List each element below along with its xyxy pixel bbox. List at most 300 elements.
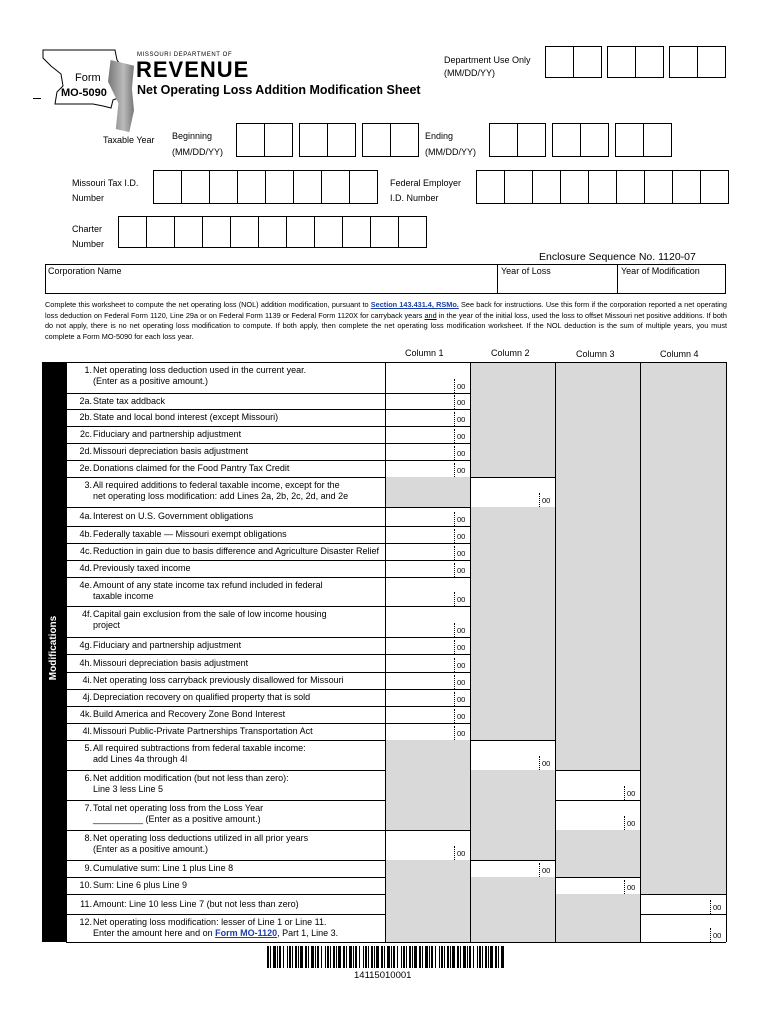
line-9-col2-shaded	[470, 543, 555, 560]
barcode-bar	[283, 946, 284, 968]
fein-label: Federal Employer	[390, 178, 462, 188]
line-11-col4-shaded	[640, 577, 726, 606]
line-1-text: State tax addback	[93, 395, 166, 406]
year-of-modification-label: Year of Modification	[621, 266, 700, 276]
line-24-cents-divider	[624, 880, 625, 894]
line-21-col1-shaded	[385, 800, 470, 830]
barcode-bar	[330, 946, 331, 968]
barcode-bar	[473, 946, 474, 968]
dept-use-label: Department Use Only	[444, 55, 531, 65]
barcode-bar	[457, 946, 459, 968]
barcode-bar	[425, 946, 428, 968]
line-9-cents: 00	[457, 549, 466, 558]
line-24-cents: 00	[627, 883, 636, 892]
line-15-text: Net operating loss carryback previously disallowed for Missouri	[93, 675, 344, 685]
table-col-rule-5	[726, 362, 727, 942]
line-3-number: 2c.	[79, 429, 92, 439]
line-12-cents: 00	[457, 626, 466, 635]
line-19-col1-shaded	[385, 740, 470, 770]
line-8-text: Federally taxable — Missouri exempt obligations	[93, 529, 287, 539]
barcode-bar	[406, 946, 407, 968]
barcode-bar	[384, 946, 385, 968]
barcode-bar	[317, 946, 319, 968]
barcode-bar	[414, 946, 417, 968]
revenue-logo: REVENUE	[136, 57, 250, 82]
line-19-text: All required subtractions from federal taxable income:	[93, 743, 306, 753]
barcode-bar	[338, 946, 341, 968]
line-23-col3-shaded	[555, 860, 640, 877]
line-1-cents-divider	[454, 395, 455, 409]
barcode-bar	[495, 946, 497, 968]
line-4-col3-shaded	[555, 443, 640, 460]
line-13-col4-shaded	[640, 637, 726, 654]
line-16-col2-shaded	[470, 689, 555, 706]
barcode-bar	[273, 946, 276, 968]
barcode-bar	[359, 946, 360, 968]
line-25-text: Amount: Line 10 less Line 7 (but not less than zero)	[93, 898, 299, 909]
line-21-number: 7.	[84, 803, 92, 813]
line-14-cents-divider	[454, 658, 455, 672]
barcode-bar	[376, 946, 379, 968]
line-12-text-pre: Enter the amount here and on	[93, 928, 216, 938]
barcode-bar	[300, 946, 303, 968]
line-23-number: 9.	[84, 863, 92, 873]
line-3-cents: 00	[457, 432, 466, 441]
barcode-bar	[327, 946, 329, 968]
line-21-text: Total net operating loss from the Loss Year	[93, 803, 264, 813]
line-15-number: 4i.	[82, 675, 92, 685]
line-15-cents-divider	[454, 675, 455, 689]
ending-format: (MM/DD/YY)	[425, 147, 476, 157]
barcode-bar	[279, 946, 281, 968]
line-8-cents-divider	[454, 529, 455, 543]
line-23-text: Cumulative sum: Line 1 plus Line 8	[93, 863, 234, 873]
instructions-part1: Complete this worksheet to compute the net operating loss (NOL) addition modification, pursuant to	[45, 300, 371, 309]
line-7-cents: 00	[457, 515, 466, 524]
line-10-cents: 00	[457, 566, 466, 575]
line-18-col3-shaded	[555, 723, 640, 740]
line-13-cents: 00	[457, 643, 466, 652]
barcode-bar	[467, 946, 468, 968]
line-13-number: 4g.	[79, 640, 92, 650]
line-17-cents-divider	[454, 709, 455, 723]
line-18-col4-shaded	[640, 723, 726, 740]
barcode-bar	[393, 946, 395, 968]
line-12-col4-shaded	[640, 606, 726, 637]
line-24-col1-shaded	[385, 877, 470, 894]
line-26-cents: 00	[713, 931, 722, 940]
barcode-bar	[450, 946, 451, 968]
line-26-text: Net operating loss modification: lesser of Line 1 or Line 11.	[93, 917, 327, 927]
line-8-col3-shaded	[555, 526, 640, 543]
barcode-bar	[441, 946, 443, 968]
line-17-text: Build America and Recovery Zone Bond Interest	[93, 709, 286, 719]
line-17-col4-shaded	[640, 706, 726, 723]
line-8-cents: 00	[457, 532, 466, 541]
line-6-col1-shaded	[385, 477, 470, 507]
table-col-rule-3	[555, 362, 556, 942]
line-7-cents-divider	[454, 512, 455, 526]
line-16-col3-shaded	[555, 689, 640, 706]
line-18-cents-divider	[454, 726, 455, 740]
line-8-number: 4b.	[79, 529, 92, 539]
line-19-number: 5.	[84, 743, 92, 753]
line-10-col3-shaded	[555, 560, 640, 577]
line-26-number: 12.	[79, 917, 92, 927]
barcode-bar	[501, 946, 504, 968]
department-line: MISSOURI DEPARTMENT OF	[137, 52, 233, 58]
barcode-bar	[419, 946, 421, 968]
barcode-bar	[397, 946, 398, 968]
line-23-col1-shaded	[385, 860, 470, 877]
barcode-bar	[315, 946, 316, 968]
line-12-text-2: project	[93, 620, 121, 630]
line-22-text: Net operating loss deductions utilized in all prior years	[93, 833, 309, 843]
barcode-bar	[368, 946, 369, 968]
line-7-text: Interest on U.S. Government obligations	[93, 511, 254, 521]
line-3-col3-shaded	[555, 426, 640, 443]
line-9-number: 4c.	[79, 546, 92, 556]
corporation-name-label: Corporation Name	[48, 266, 122, 276]
barcode-bar	[479, 946, 481, 968]
barcode-bar	[387, 946, 390, 968]
line-20-col4-shaded	[640, 770, 726, 800]
line-20-cents: 00	[627, 789, 636, 798]
line-20-number: 6.	[84, 773, 92, 783]
line-7-col3-shaded	[555, 507, 640, 526]
barcode-bar	[355, 946, 357, 968]
table-col-rule-0	[66, 362, 67, 942]
barcode-bar	[308, 946, 309, 968]
line-7-col2-shaded	[470, 507, 555, 526]
barcode-bar	[460, 946, 461, 968]
line-22-cents-divider	[454, 846, 455, 860]
dept-use-format: (MM/DD/YY)	[444, 68, 495, 78]
barcode-bar	[488, 946, 489, 968]
line-20-col1-shaded	[385, 770, 470, 800]
line-13-col2-shaded	[470, 637, 555, 654]
barcode-bar	[311, 946, 314, 968]
line-4-col2-shaded	[470, 443, 555, 460]
barcode-bar	[444, 946, 445, 968]
line-8-col2-shaded	[470, 526, 555, 543]
fein-label-2: I.D. Number	[390, 193, 439, 203]
barcode-bar	[287, 946, 288, 968]
barcode-bar	[336, 946, 337, 968]
barcode-bar	[267, 946, 269, 968]
barcode-bar	[349, 946, 352, 968]
line-24-number: 10.	[79, 880, 92, 890]
line-6-number: 3.	[84, 480, 92, 490]
line-21-text-2: __________ (Enter as a positive amount.)	[93, 814, 261, 824]
line-13-cents-divider	[454, 640, 455, 654]
line-18-number: 4l.	[82, 726, 92, 736]
line-22-col4-shaded	[640, 830, 726, 860]
charter-label-2: Number	[72, 239, 105, 249]
line-6-col4-shaded	[640, 477, 726, 507]
line-23-cents: 00	[542, 866, 551, 875]
line-0-col4-shaded	[640, 362, 726, 393]
line-22-cents: 00	[457, 849, 466, 858]
barcode-bar	[292, 946, 293, 968]
line-11-cents-divider	[454, 592, 455, 606]
line-1-number: 2a.	[79, 395, 92, 406]
barcode-bar	[371, 946, 373, 968]
line-0-cents-divider	[454, 379, 455, 393]
line-17-col2-shaded	[470, 706, 555, 723]
line-13-text: Fiduciary and partnership adjustment	[93, 640, 242, 650]
line-18-text: Missouri Public-Private Partnerships Transportation Act	[93, 726, 313, 736]
line-5-cents-divider	[454, 463, 455, 477]
beginning-label: Beginning	[172, 131, 213, 141]
barcode-bar	[429, 946, 430, 968]
line-1-cents: 00	[457, 398, 466, 407]
barcode-bar	[325, 946, 326, 968]
line-7-col4-shaded	[640, 507, 726, 526]
form-title: Net Operating Loss Addition Modification Sheet	[137, 83, 421, 97]
barcode-bar	[477, 946, 478, 968]
line-2-col3-shaded	[555, 409, 640, 426]
line-9-col3-shaded	[555, 543, 640, 560]
line-18-cents: 00	[457, 729, 466, 738]
line-0-text: Net operating loss deduction used in the current year.	[93, 365, 307, 375]
line-10-cents-divider	[454, 563, 455, 577]
table-col-rule-4	[640, 362, 641, 942]
line-0-cents: 00	[457, 382, 466, 391]
line-9-text: Reduction in gain due to basis difference and Agriculture Disaster Relief	[93, 546, 380, 556]
table-col-rule-2	[470, 362, 471, 942]
line-5-text: Donations claimed for the Food Pantry Tax Credit	[93, 463, 290, 473]
line-14-number: 4h.	[79, 657, 92, 668]
line-8-col4-shaded	[640, 526, 726, 543]
table-top-rule	[66, 362, 726, 363]
barcode-bar	[346, 946, 347, 968]
barcode-bar	[401, 946, 402, 968]
line-26-text-2	[93, 928, 338, 939]
line-2-text: State and local bond interest (except Missouri)	[93, 412, 279, 422]
barcode-bar	[298, 946, 299, 968]
barcode-bar	[391, 946, 392, 968]
barcode-bar	[353, 946, 354, 968]
line-21-col4-shaded	[640, 800, 726, 830]
instructions-part2: See back for instructions. Use this form if the corporation reported a net operating loss deduction on Federal Form 1120, Line 29a or on Federal Form 1139 or Federal Form 1120X for carryback years	[45, 300, 727, 320]
barcode-bar	[447, 946, 449, 968]
line-16-col4-shaded	[640, 689, 726, 706]
line-15-col3-shaded	[555, 672, 640, 689]
line-2-col2-shaded	[470, 409, 555, 426]
table-col-rule-1	[385, 362, 386, 942]
line-6-col3-shaded	[555, 477, 640, 507]
line-19-col3-shaded	[555, 740, 640, 770]
line-26-col3-shaded	[555, 914, 640, 942]
line-12-text: Capital gain exclusion from the sale of low income housing	[93, 609, 327, 619]
line-25-cents-divider	[710, 900, 711, 914]
line-21-col2-shaded	[470, 800, 555, 830]
line-10-number: 4d.	[79, 563, 92, 573]
line-19-col4-shaded	[640, 740, 726, 770]
line-19-text-2: add Lines 4a through 4l	[93, 754, 188, 764]
line-17-cents: 00	[457, 712, 466, 721]
barcode-bar	[485, 946, 487, 968]
charter-label: Charter	[72, 224, 103, 234]
line-14-col4-shaded	[640, 654, 726, 672]
line-14-text: Missouri depreciation basis adjustment	[93, 657, 249, 668]
line-16-cents-divider	[454, 692, 455, 706]
barcode-bar	[403, 946, 405, 968]
line-22-number: 8.	[84, 833, 92, 843]
line-26-cents-divider	[710, 928, 711, 942]
line-20-text-2: Line 3 less Line 5	[93, 784, 164, 794]
line-23-col4-shaded	[640, 860, 726, 877]
column-4-header: Column 4	[660, 349, 699, 359]
line-11-number: 4e.	[79, 580, 92, 590]
instructions-part3: in the year of the initial loss, used the loss to offset Missouri net positive additions. If both do not apply, there is no net operating loss modification to compute. If both apply, then complete the net operating loss modification worksheet. If the NOL deduction is the sum of multiple years, you must complete a Form MO-5090 for each loss year.	[45, 310, 727, 341]
line-15-col2-shaded	[470, 672, 555, 689]
barcode-bar	[409, 946, 411, 968]
line-2-cents: 00	[457, 415, 466, 424]
barcode-bar	[289, 946, 291, 968]
barcode-bar	[498, 946, 499, 968]
line-20-cents-divider	[624, 786, 625, 800]
line-15-cents: 00	[457, 678, 466, 687]
line-2-number: 2b.	[79, 412, 92, 422]
modifications-side-label: Modifications	[48, 615, 59, 681]
taxable-year-label: Taxable Year	[103, 135, 155, 145]
column-2-header: Column 2	[491, 348, 530, 358]
section-link[interactable]: Section 143.431.4, RSMo.	[370, 300, 459, 309]
line-22-col3-shaded	[555, 830, 640, 860]
line-25-col1-shaded	[385, 894, 470, 914]
line-6-text: All required additions to federal taxable income, except for the	[93, 480, 340, 490]
barcode-bar	[321, 946, 322, 968]
barcode-bar	[439, 946, 440, 968]
barcode-bar	[422, 946, 423, 968]
line-12-cents-divider	[454, 623, 455, 637]
barcode-bar	[270, 946, 271, 968]
barcode-bar	[295, 946, 297, 968]
barcode-bar	[363, 946, 364, 968]
line-25-number: 11.	[80, 898, 92, 909]
line-1-col4-shaded	[640, 393, 726, 409]
barcode-bar	[452, 946, 455, 968]
line-4-number: 2d.	[79, 446, 92, 456]
line-3-col4-shaded	[640, 426, 726, 443]
line-0-col3-shaded	[555, 362, 640, 393]
line-5-col2-shaded	[470, 460, 555, 477]
line-12-text-post: , Part 1, Line 3.	[277, 928, 339, 938]
line-1-col3-shaded	[555, 393, 640, 409]
line-5-col3-shaded	[555, 460, 640, 477]
line-10-text: Previously taxed income	[93, 563, 191, 573]
barcode-bar	[482, 946, 483, 968]
barcode-bar	[333, 946, 335, 968]
barcode-bar	[365, 946, 367, 968]
line-24-text: Sum: Line 6 plus Line 9	[93, 880, 188, 890]
line-25-col2-shaded	[470, 894, 555, 914]
barcode	[267, 946, 503, 968]
barcode-bar	[374, 946, 375, 968]
line-3-cents-divider	[454, 429, 455, 443]
line-14-col3-shaded	[555, 654, 640, 672]
barcode-bar	[381, 946, 383, 968]
line-15-col4-shaded	[640, 672, 726, 689]
line-4-text: Missouri depreciation basis adjustment	[93, 446, 249, 456]
line-12-col2-shaded	[470, 606, 555, 637]
barcode-bar	[277, 946, 278, 968]
line-24-col2-shaded	[470, 877, 555, 894]
line-2-cents-divider	[454, 412, 455, 426]
line-14-col2-shaded	[470, 654, 555, 672]
line-24-col4-shaded	[640, 877, 726, 894]
line-4-col4-shaded	[640, 443, 726, 460]
line-11-text-2: taxable income	[93, 591, 154, 601]
line-9-col4-shaded	[640, 543, 726, 560]
line-25-col3-shaded	[555, 894, 640, 914]
row-rule-26	[66, 942, 726, 943]
barcode-number: 14115010001	[354, 970, 412, 981]
line-11-text: Amount of any state income tax refund included in federal	[93, 580, 323, 590]
barcode-bar	[305, 946, 307, 968]
form-label: Form	[75, 72, 101, 84]
line-6-cents: 00	[542, 496, 551, 505]
line-0-number: 1.	[84, 365, 92, 375]
line-10-col2-shaded	[470, 560, 555, 577]
line-3-col2-shaded	[470, 426, 555, 443]
line-22-col2-shaded	[470, 830, 555, 860]
line-21-cents-divider	[624, 816, 625, 830]
line-11-col2-shaded	[470, 577, 555, 606]
barcode-bar	[412, 946, 413, 968]
line-25-cents: 00	[713, 903, 722, 912]
line-5-col4-shaded	[640, 460, 726, 477]
barcode-bar	[490, 946, 493, 968]
line-4-cents: 00	[457, 449, 466, 458]
line-19-cents: 00	[542, 759, 551, 768]
line-22-text-2: (Enter as a positive amount.)	[93, 844, 209, 854]
line-17-number: 4k.	[79, 709, 92, 719]
line-11-cents: 00	[457, 595, 466, 604]
barcode-bar	[431, 946, 433, 968]
line-3-text: Fiduciary and partnership adjustment	[93, 429, 242, 439]
line-14-cents: 00	[457, 661, 466, 670]
line-11-col3-shaded	[555, 577, 640, 606]
form-mo-1120-link[interactable]: Form MO-1120	[215, 928, 278, 938]
line-10-col4-shaded	[640, 560, 726, 577]
column-3-header: Column 3	[576, 349, 615, 359]
line-5-cents: 00	[457, 466, 466, 475]
line-19-cents-divider	[539, 756, 540, 770]
line-12-number: 4f.	[81, 609, 92, 619]
instructions-and: and	[424, 310, 437, 320]
year-of-loss-label: Year of Loss	[501, 266, 551, 276]
line-2-col4-shaded	[640, 409, 726, 426]
line-7-number: 4a.	[79, 511, 92, 521]
line-18-col2-shaded	[470, 723, 555, 740]
barcode-bar	[469, 946, 471, 968]
line-0-text-2: (Enter as a positive amount.)	[93, 376, 209, 386]
line-26-col1-shaded	[385, 914, 470, 942]
ending-label: Ending	[425, 131, 454, 141]
line-12-col3-shaded	[555, 606, 640, 637]
mo-tax-id-label-2: Number	[72, 193, 105, 203]
barcode-bar	[463, 946, 466, 968]
mo-tax-id-label: Missouri Tax I.D.	[72, 178, 139, 188]
line-16-text: Depreciation recovery on qualified property that is sold	[93, 692, 311, 702]
line-4-cents-divider	[454, 446, 455, 460]
line-5-number: 2e.	[79, 463, 92, 473]
line-17-col3-shaded	[555, 706, 640, 723]
enclosure-sequence: Enclosure Sequence No. 1120-07	[539, 251, 696, 263]
